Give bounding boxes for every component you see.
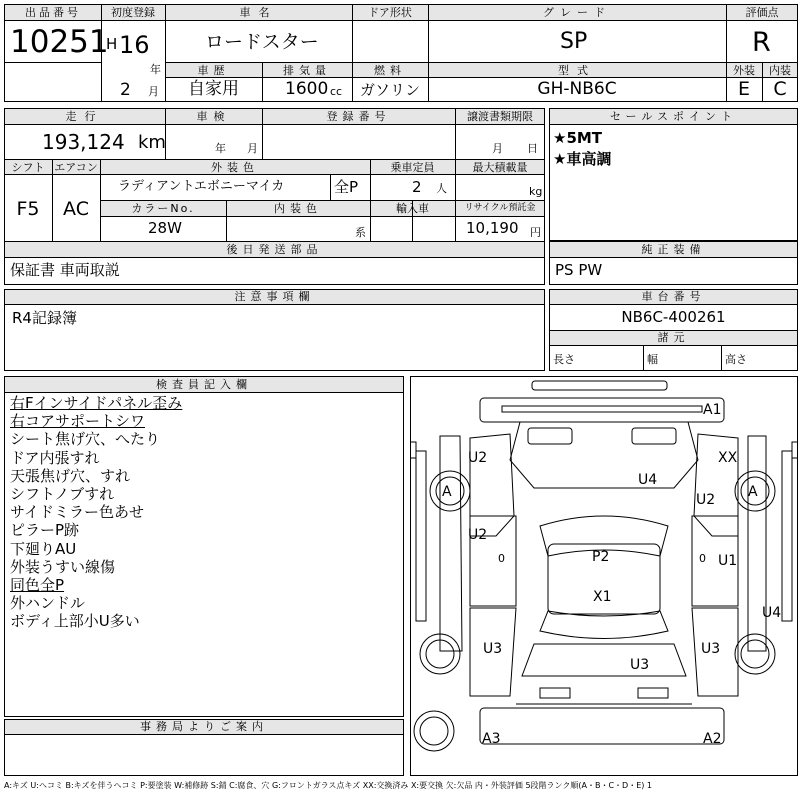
inspector-line: ドア内張すれ: [10, 448, 100, 467]
displacement-label: 排気量: [283, 64, 331, 77]
grid-line: [549, 124, 798, 125]
genuine-equip-label: 純正装備: [641, 243, 706, 256]
fuel-label: 燃料: [374, 64, 406, 77]
specs-width: 幅: [647, 353, 658, 366]
diagram-mark: XX: [718, 450, 738, 466]
exterior-color-label: 外装色: [211, 161, 259, 174]
grid-line: [100, 216, 545, 217]
displacement-value: 1600: [285, 79, 329, 99]
grid-line: [549, 345, 798, 346]
mileage-label: 走行: [65, 110, 104, 123]
first-reg-label: 初度登録: [111, 6, 155, 19]
sales-point-label: セールスポイント: [609, 110, 737, 123]
history-label: 車歴: [197, 64, 230, 77]
grid-line: [165, 62, 798, 63]
diagram-mark: 0: [498, 552, 505, 565]
interior-color-unit: 系: [355, 226, 366, 239]
diagram-mark: 0: [699, 552, 706, 565]
grid-line: [4, 20, 798, 21]
diagram-mark: A3: [482, 731, 501, 747]
diagram-spare-wheel-inner: [420, 717, 448, 745]
diagram-trunk-handle-left: [540, 688, 570, 698]
grid-line: [4, 174, 545, 175]
diagram-mark: U3: [701, 641, 721, 657]
max-load-unit: kg: [529, 185, 543, 198]
specs-height: 高さ: [725, 353, 747, 366]
inspection-year-unit: 年: [215, 142, 226, 155]
diagram-hood-vent-right: [632, 428, 676, 444]
later-parts-label: 後日発送部品: [226, 243, 323, 256]
grid-line: [549, 304, 798, 305]
shift-value: F5: [16, 198, 40, 220]
grid-line: [4, 734, 404, 735]
grid-line: [549, 257, 798, 258]
color-no-value: 28W: [148, 219, 182, 237]
import-label: 輸入車: [396, 202, 429, 215]
reg-no-label: 登録番号: [326, 110, 391, 123]
inspector-line: 外装うすい線傷: [10, 557, 116, 576]
diagram-mark: U2: [468, 450, 488, 466]
grade-value: SP: [560, 29, 588, 54]
transfer-month-unit: 月: [492, 142, 503, 155]
inspector-line: ボディ上部小U多い: [10, 612, 140, 631]
exterior-color-extra: 全P: [334, 178, 359, 196]
first-reg-month-unit: 月: [148, 85, 159, 98]
grid-line: [4, 62, 102, 63]
diagram-wheel-rr-inner: [741, 640, 769, 668]
grade-label: グレード: [543, 6, 611, 19]
diagram-trunk-handle-right: [638, 688, 668, 698]
grid-line: [643, 345, 644, 371]
mileage-unit: km: [138, 132, 166, 153]
int-grade-value: C: [773, 78, 787, 100]
sales-point-box: [549, 108, 798, 241]
diagram-mirror-left: [410, 442, 416, 458]
lot-label: 出品番号: [25, 6, 81, 19]
specs-length: 長さ: [553, 353, 575, 366]
recycle-label: リサイクル預託金: [464, 203, 536, 213]
inspector-label: 検査員記入欄: [156, 378, 252, 391]
model-code-label: 型式: [558, 64, 596, 77]
aircon-value: AC: [63, 198, 89, 220]
exterior-color-value: ラディアントエボニーマイカ: [118, 179, 285, 194]
diagram-mark: U4: [638, 472, 658, 488]
shift-label: シフト: [11, 161, 45, 174]
inspector-line: シート焦げ穴、へたり: [10, 430, 161, 449]
car-diagram: [410, 376, 798, 776]
diagram-mark: U3: [483, 641, 503, 657]
genuine-equip-value: PS PW: [555, 261, 603, 279]
grid-line: [4, 257, 545, 258]
chassis-value: NB6C-400261: [621, 308, 726, 326]
inspector-line: 同色全P: [10, 576, 65, 594]
first-reg-month: 2: [120, 80, 131, 100]
score-label: 評価点: [745, 6, 779, 19]
capacity-unit: 人: [436, 182, 447, 195]
diagram-mirror-right: [792, 442, 798, 458]
diagram-mark: A1: [703, 402, 722, 418]
ext-grade-value: E: [737, 78, 750, 100]
diagram-front-bumper: [480, 398, 724, 422]
sales-point-item: ★5MT: [553, 129, 603, 147]
diagram-mark: A2: [703, 731, 722, 747]
model-code-value: GH-NB6C: [537, 79, 617, 99]
transfer-day-unit: 日: [527, 142, 538, 155]
score-value: R: [752, 27, 771, 58]
interior-color-label: 内装色: [274, 202, 322, 215]
grid-line: [330, 174, 331, 201]
diagram-mark: A: [748, 484, 758, 500]
grid-line: [4, 392, 404, 393]
fuel-value: ガソリン: [359, 81, 420, 99]
aircon-label: エアコン: [54, 161, 98, 174]
notes-value: R4記録簿: [12, 309, 77, 327]
diagram-hood: [510, 422, 698, 488]
diagram-mark: U4: [762, 605, 782, 621]
inspector-line: サイドミラー色あせ: [10, 503, 144, 522]
door-type-label: ドア形状: [368, 6, 412, 19]
diagram-mark: U2: [696, 492, 716, 508]
diagram-mark: A: [442, 484, 452, 500]
lot-value: 10251: [10, 24, 109, 60]
diagram-mark: U3: [630, 657, 650, 673]
diagram-mark: U1: [718, 553, 738, 569]
diagram-hood-vent-left: [528, 428, 572, 444]
car-name-label: 車名: [239, 6, 278, 19]
displacement-unit: cc: [330, 85, 343, 98]
grid-line: [4, 304, 545, 305]
inspector-line: 右Fインサイドパネル歪み: [10, 394, 183, 412]
inspector-line: 外ハンドル: [10, 594, 86, 613]
grid-line: [721, 345, 722, 371]
recycle-unit: 円: [530, 226, 541, 239]
sales-point-item: ★車高調: [553, 150, 612, 168]
recycle-value: 10,190: [466, 219, 519, 237]
max-load-label: 最大積載量: [472, 161, 528, 174]
office-notes-label: 事務局よりご案内: [140, 720, 268, 733]
diagram-left-side: [440, 436, 462, 651]
legend: A:キズ U:ヘコミ B:キズを伴うヘコミ P:要塗装 W:補修跡 S:錆 C:腐食、穴 G:フロントガラス点キズ XX:交換済み X:要交換 欠:欠品 内・外装評価 5段階ランク順(A・B・C・D・E) 1: [4, 781, 653, 790]
inspector-line: シフトノブすれ: [10, 485, 115, 503]
grid-line: [4, 124, 545, 125]
color-no-label: カラーNo.: [131, 202, 195, 215]
int-grade-label: 内装: [769, 64, 791, 77]
diagram-rear-bumper: [480, 708, 724, 744]
inspection-month-unit: 月: [247, 142, 258, 155]
inspector-line: 天張焦げ穴、すれ: [10, 466, 131, 485]
diagram-right-panel: [782, 451, 792, 621]
diagram-mark: X1: [593, 589, 612, 605]
inspector-line: ピラーP跡: [10, 521, 80, 540]
diagram-rear-window: [540, 611, 668, 639]
diagram-mark: U2: [468, 527, 488, 543]
ext-grade-label: 外装: [733, 64, 755, 77]
transfer-doc-label: 譲渡書類期限: [467, 110, 533, 123]
first-reg-era: H: [106, 35, 118, 53]
grid-line: [165, 77, 798, 78]
diagram-top-strip: [532, 381, 667, 390]
diagram-left-panel: [416, 451, 426, 621]
diagram-mark: P2: [592, 549, 610, 565]
capacity-label: 乗車定員: [390, 161, 435, 174]
diagram-trunk: [522, 644, 686, 676]
specs-label: 諸元: [657, 331, 690, 344]
diagram-roof-bar: [502, 406, 702, 412]
first-reg-year: 16: [119, 31, 150, 59]
inspector-line: 下廻りAU: [10, 539, 77, 558]
chassis-label: 車台番号: [641, 290, 706, 303]
inspection-label: 車検: [196, 110, 231, 123]
notes-label: 注意事項欄: [234, 290, 315, 303]
history-value: 自家用: [188, 79, 239, 99]
mileage-value: 193,124: [42, 130, 125, 154]
inspector-line: 右コアサポートシワ: [10, 412, 146, 431]
later-parts-value: 保証書 車両取説: [10, 261, 120, 279]
first-reg-year-unit: 年: [150, 63, 161, 76]
car-name-value: ロードスター: [205, 31, 319, 53]
capacity-value: 2: [412, 178, 422, 196]
